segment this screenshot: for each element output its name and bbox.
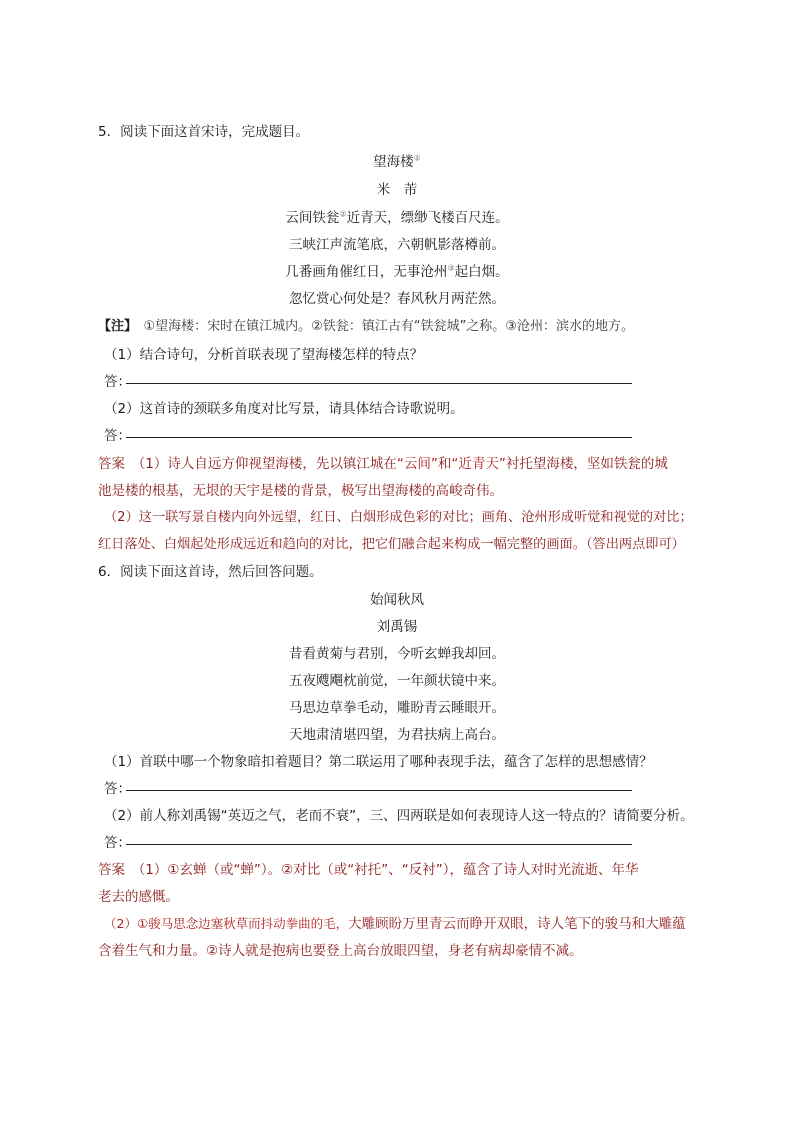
q6-poem-line: 五夜飕飗枕前觉，一年颜状镜中来。: [289, 673, 505, 689]
q5-title-note-mark: ①: [413, 153, 421, 163]
q6-sub-question-2: （2）前人称刘禹锡“英迈之气，老而不衰”，三、四两联是如何表现诗人这一特点的？请简要分析。: [104, 808, 694, 824]
q6-poem-line: 马思边草拳毛动，雕盼青云睡眼开。: [289, 700, 505, 716]
q5-prompt: 5．阅读下面这首宋诗，完成题目。: [98, 124, 310, 140]
q6-answer-1: 答案 （1）①玄蝉（或“蝉”）。②对比（或“衬托”、“反衬”），蕴含了诗人对时光流逝、年华: [98, 862, 639, 878]
q6-answer-line-2: [126, 844, 632, 845]
q5-poem-line: 云间铁瓮②近青天，缥缈飞楼百尺连。: [285, 209, 509, 226]
q5-author: 米 芾: [376, 182, 418, 198]
q6-answer-2-cont: 含着生气和力量。②诗人就是抱病也要登上高台放眼四望，身老有病却豪情不减。: [98, 943, 583, 959]
q5-answer-2: （2）这一联写景自楼内向外远望，红日、白烟形成色彩的对比；画角、沧州形成听觉和视觉的对比；: [104, 510, 693, 525]
q6-answer-2: （2）①骏马思念边塞秋草而抖动拳曲的毛，大雕顾盼万里青云而睁开双眼，诗人笔下的骏马和大雕蕴: [104, 916, 686, 932]
q5-answer-label-2: 答：: [104, 428, 131, 444]
q5-note: 【注】 ①望海楼：宋时在镇江城内。②铁瓮：镇江古有“铁瓮城”之称。③沧州：滨水的地方。: [98, 319, 634, 334]
q6-prompt: 6．阅读下面这首诗，然后回答问题。: [98, 564, 323, 580]
q6-poem-line: 天地肃清堪四望，为君扶病上高台。: [289, 727, 505, 743]
q5-poem-line: 忽忆赏心何处是？春风秋月两茫然。: [289, 291, 505, 307]
q5-answer-line-1: [126, 383, 632, 384]
q5-poem-title: 望海楼①: [373, 153, 421, 170]
q5-answer-1: 答案 （1）诗人自远方仰视望海楼，先以镇江城在“云间”和“近青天”衬托望海楼，坚如铁瓮的城: [98, 456, 668, 472]
q6-answer-label-1: 答：: [104, 781, 131, 797]
q5-poem-line: 几番画角催红日，无事沧州③起白烟。: [285, 263, 509, 280]
q5-sub-question-1: （1）结合诗句，分析首联表现了望海楼怎样的特点？: [104, 347, 424, 363]
q6-poem-title: 始闻秋风: [370, 592, 424, 608]
q5-answer-line-2: [126, 437, 632, 438]
q6-sub-question-1: （1）首联中哪一个物象暗扣着题目？第二联运用了哪种表现手法，蕴含了怎样的思想感情？: [104, 754, 653, 770]
q6-answer-line-1: [126, 790, 632, 791]
q6-answer-label-2: 答：: [104, 835, 131, 851]
q5-sub-question-2: （2）这首诗的颈联多角度对比写景，请具体结合诗歌说明。: [104, 401, 464, 417]
q6-answer-1-cont: 老去的感慨。: [98, 889, 179, 905]
q6-author: 刘禹锡: [376, 619, 418, 635]
q5-poem-line: 三峡江声流笔底，六朝帆影落樽前。: [289, 237, 505, 253]
q5-answer-2-cont: 红日落处、白烟起处形成远近和趋向的对比，把它们融合起来构成一幅完整的画面。（答出两点即可）: [98, 537, 685, 552]
q5-answer-label-1: 答：: [104, 374, 131, 390]
q6-poem-line: 昔看黄菊与君别，今听玄蝉我却回。: [289, 646, 505, 662]
q5-answer-1-cont: 池是楼的根基，无垠的天宇是楼的背景，极写出望海楼的高峻奇伟。: [98, 483, 503, 499]
